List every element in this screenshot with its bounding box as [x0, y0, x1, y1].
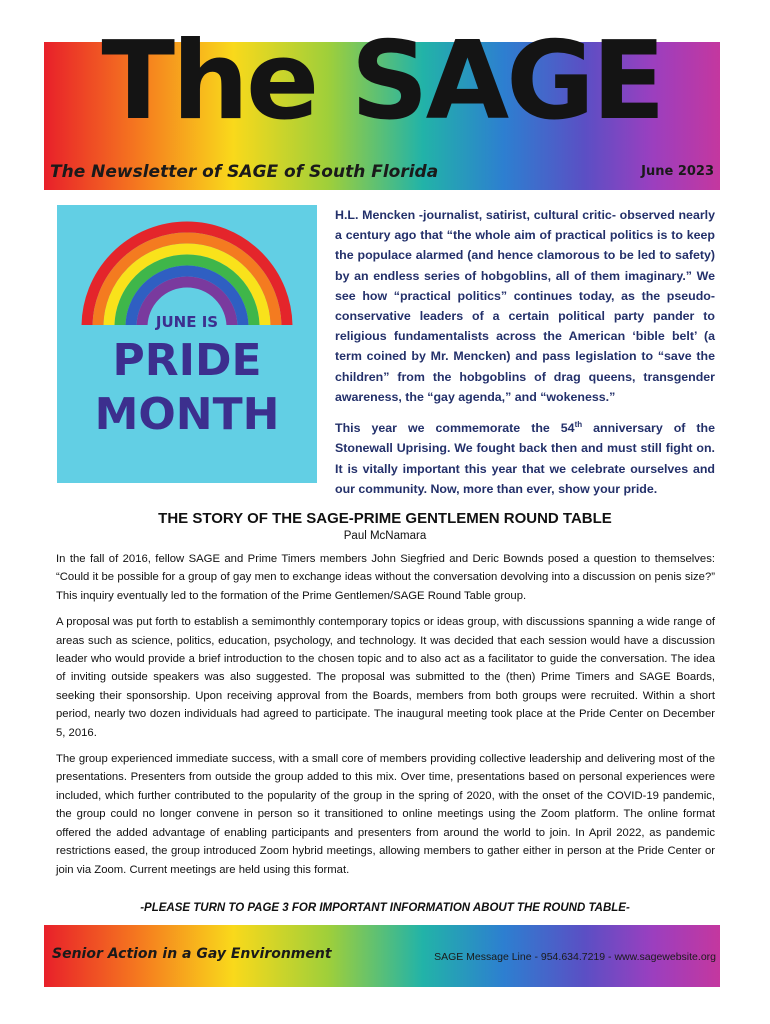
rainbow-icon	[57, 215, 317, 325]
newsletter-subtitle: The Newsletter of SAGE of South Florida	[50, 162, 439, 182]
issue-date: June 2023	[641, 164, 714, 179]
continued-notice: -PLEASE TURN TO PAGE 3 FOR IMPORTANT INFORMATION ABOUT THE ROUND TABLE-	[140, 902, 630, 912]
story-paragraph: The group experienced immediate success, with a small core of members providing collective leadership and delivering most of the presentations. Presenters from outside the group added to this mix. Over time, presentations based on personal experiences were included, which further contributed to the popularity of the group in the spring of 2020, with the onset of the COVID-19 pandemic, the group could no longer convene in person so it transitioned to online meetings using the Zoom platform. The online format offered the added advantage of enabling participants and presenters from around the world to join. In April 2022, as pandemic restrictions eased, the group introduced Zoom hybrid meetings, allowing members to gather either in person at the Pride Center or join via Zoom. Current meetings are held using this format.	[56, 753, 715, 876]
story-body	[56, 550, 715, 887]
month-label: MONTH	[94, 389, 280, 440]
newsletter-title: The SAGE	[101, 19, 663, 144]
pride-label: PRIDE	[112, 335, 262, 386]
pride-month-graphic	[57, 205, 317, 483]
story-paragraph: In the fall of 2016, fellow SAGE and Prime Timers members John Siegfried and Deric Bownds posed a question to themselves: “Could it be possible for a group of gay men to exchange ideas without the conversation devolving into a discussion on penis size?” This inquiry eventually led to the formation of the Prime Gentlemen/SAGE Round Table group.	[56, 553, 715, 602]
story-heading: THE STORY OF THE SAGE-PRIME GENTLEMEN ROUND TABLE	[158, 510, 612, 527]
intro-column	[335, 205, 715, 507]
intro-paragraph: H.L. Mencken -journalist, satirist, cultural critic- observed nearly a century ago that “the whole aim of practical politics is to keep the populace alarmed (and hence clamorous to be led to safety) by an endless series of hobgoblins, all of them imaginary.” We see how “practical politics” continues today, as the pseudo-conservative leaders of a certain political party pander to religious fundamentalists across the American ‘bible belt’ (a term coined by Mr. Mencken) and pass legislation to “save the children” from the hobgoblins of drag queens, transgender awareness, the “gay agenda,” and “wokeness.”	[335, 208, 715, 404]
intro-paragraph: This year we commemorate the 54th anniversary of the Stonewall Uprising. We fought back then and must still fight on. It is vitally important this year that we celebrate ourselves and our community. Now, more than ever, show your pride.	[335, 420, 715, 496]
contact-line: SAGE Message Line - 954.634.7219 - www.sagewebsite.org	[434, 951, 716, 963]
footer-banner	[44, 925, 720, 987]
masthead-banner	[44, 19, 720, 190]
june-is-label: JUNE IS	[155, 313, 219, 331]
story-author: Paul McNamara	[343, 530, 427, 542]
story-paragraph: A proposal was put forth to establish a semimonthly contemporary topics or ideas group, with discussions spanning a wide range of areas such as science, politics, education, psychology, and technology. It was decided that each session would have a discussion leader who would provide a brief introduction to the chosen topic and to also act as a facilitator to guide the conversation. The idea of inviting outside speakers was also suggested. The proposal was submitted to the (then) Prime Timers and SAGE Boards, seeking their sponsorship. Upon receiving approval from the Boards, members from both groups were recruited. Within a short period, nearly two dozen individuals had agreed to participate. The inaugural meeting took place at the Pride Center on December 5, 2016.	[56, 616, 715, 739]
sage-acronym-text: Senior Action in a Gay Environment	[52, 946, 332, 962]
